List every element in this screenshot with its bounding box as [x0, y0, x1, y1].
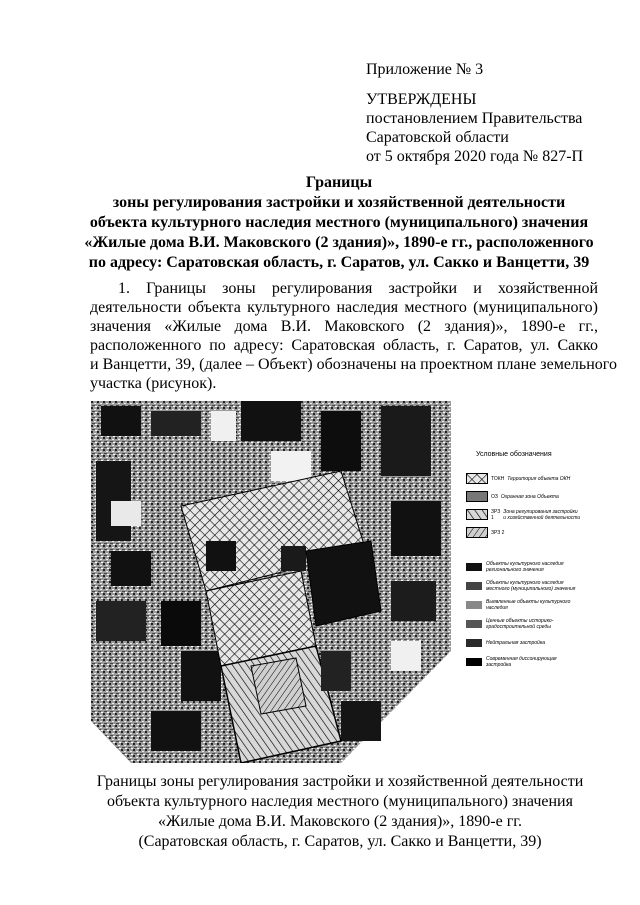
document-title	[80, 173, 598, 273]
paragraph-line-3: значения «Жилые дома В.И. Маковского (2 здания)», 1890-е гг.,	[90, 318, 598, 335]
paragraph-line-4: расположенного по адресу: Саратовская область, г. Саратов, ул. Сакко	[90, 337, 598, 354]
legend-item	[466, 619, 581, 629]
legend-item	[466, 526, 581, 539]
caption-line-2: объекта культурного наследия местного (муниципального) значения	[107, 793, 573, 810]
legend-label: Территория объекта ОКН	[507, 475, 571, 482]
legend-swatch-crosshatch	[466, 473, 488, 484]
legend-swatch-gray	[466, 491, 488, 502]
caption-line-3: «Жилые дома В.И. Маковского (2 здания)», 1890-е гг.	[157, 813, 523, 830]
legend-swatch-diagonal	[466, 509, 488, 520]
paragraph-line-1: 1. Границы зоны регулирования застройки и хозяйственной	[118, 280, 598, 297]
approval-block	[366, 60, 583, 166]
legend-code: ТОКН	[491, 475, 505, 482]
appendix-number: Приложение № 3	[366, 61, 484, 78]
legend-item	[466, 490, 581, 503]
legend-label: Ценные объекты историко-градостроительной среды	[486, 618, 554, 630]
legend-item	[466, 508, 581, 521]
legend-swatch	[466, 582, 482, 590]
paragraph-line-2: деятельности объекта культурного наследия местного (муниципального)	[90, 299, 598, 316]
paragraph-line-6: участка (рисунок).	[90, 375, 217, 392]
site-plan-map	[91, 401, 451, 763]
legend-label: Зона регулирования застройки и хозяйственной деятельности	[503, 508, 581, 521]
legend-label: Охранная зона Объекта	[500, 493, 559, 500]
title-line-4: «Жилые дома В.И. Маковского (2 здания)», 1890-е гг., расположенного	[84, 234, 594, 251]
legend-label: Объекты культурного наследия регионального значения	[486, 561, 564, 573]
legend-label: Объекты культурного наследия местного (муниципального) значения	[486, 580, 576, 592]
legend-item	[466, 600, 581, 610]
approved-heading: УТВЕРЖДЕНЫ	[366, 91, 477, 108]
legend-swatch	[466, 601, 482, 609]
legend-item	[466, 657, 581, 667]
caption-line-4: (Саратовская область, г. Саратов, ул. Сакко и Ванцетти, 39)	[138, 833, 542, 850]
legend-item	[466, 581, 581, 591]
legend-title: Условные обозначения	[476, 451, 552, 458]
legend-swatch	[466, 639, 482, 647]
approval-line-3: от 5 октября 2020 года № 827-П	[366, 148, 584, 165]
title-line-5: по адресу: Саратовская область, г. Саратов, ул. Сакко и Ванцетти, 39	[88, 254, 590, 271]
approval-line-2: Саратовской области	[366, 129, 509, 146]
legend-swatch	[466, 620, 482, 628]
legend-item	[466, 562, 581, 572]
approval-line-1: постановлением Правительства	[366, 110, 583, 127]
title-line-1: Границы	[305, 174, 373, 191]
caption-line-1: Границы зоны регулирования застройки и хозяйственной деятельности	[96, 773, 584, 790]
body-paragraph	[90, 279, 617, 393]
title-line-2: зоны регулирования застройки и хозяйственной деятельности	[112, 194, 566, 211]
legend-label: Современная диссонирующая застройка	[486, 656, 557, 668]
legend-item	[466, 472, 581, 485]
title-line-3: объекта культурного наследия местного (муниципального) значения	[89, 214, 589, 231]
legend-swatch	[466, 658, 482, 666]
figure-caption	[90, 772, 590, 852]
paragraph-line-5: и Ванцетти, 39, (далее – Объект) обозначены на проектном плане земельного	[90, 356, 617, 373]
legend-code: ЗРЗ 1	[491, 508, 501, 521]
legend-code: ОЗ	[491, 493, 498, 500]
map-legend	[466, 451, 581, 676]
legend-code: ЗРЗ 2	[491, 529, 505, 536]
site-plan-figure	[91, 401, 581, 763]
legend-label: Нейтральная застройка	[486, 640, 545, 646]
legend-swatch	[466, 563, 482, 571]
legend-item	[466, 638, 581, 648]
legend-label: Выявленные объекты культурного наследия	[486, 599, 571, 611]
legend-swatch-diagonal-2	[466, 527, 488, 538]
